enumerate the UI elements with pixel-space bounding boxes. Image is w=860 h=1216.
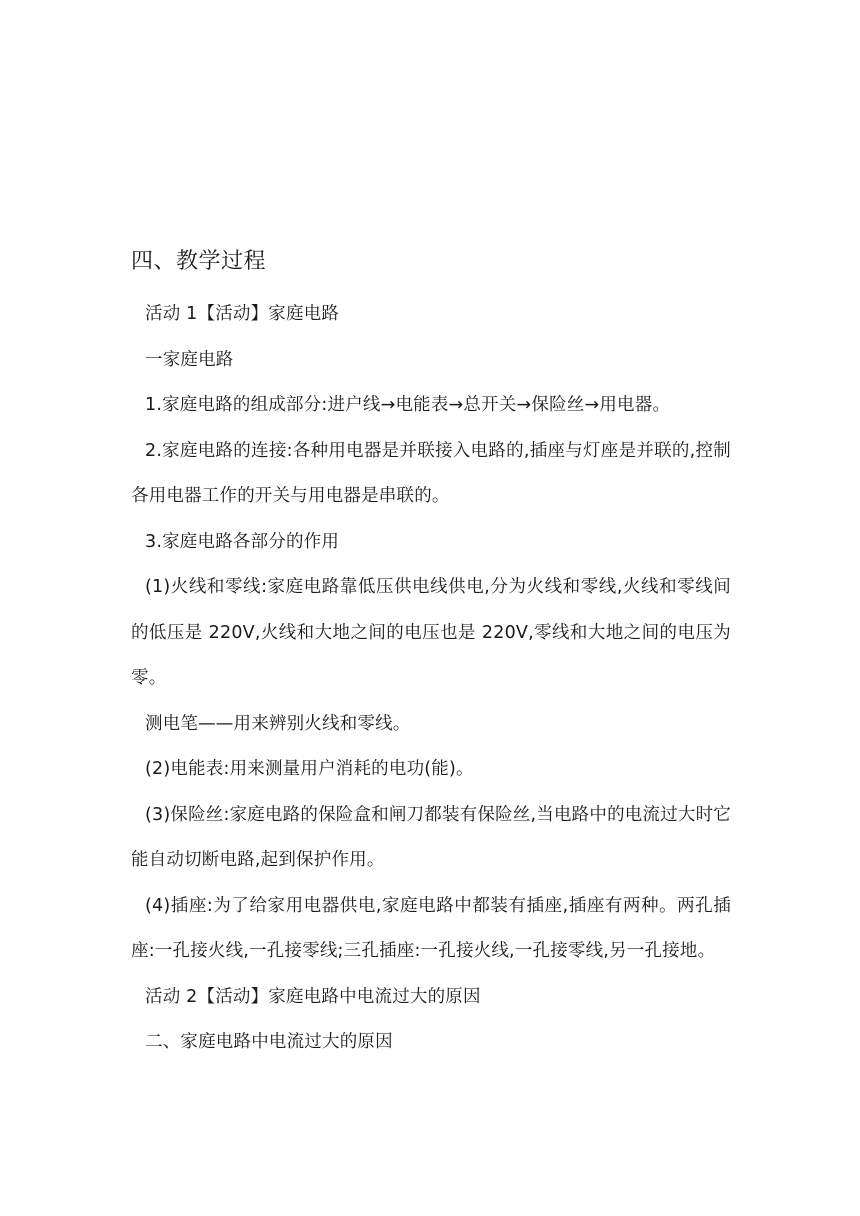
paragraph-fuse: (3)保险丝:家庭电路的保险盒和闸刀都装有保险丝,当电路中的电流过大时它能自动切断电路,起到保护作用。 [131, 804, 731, 870]
paragraph-test-pen: 测电笔——用来辨别火线和零线。 [145, 713, 411, 734]
paragraph-live-neutral: (1)火线和零线:家庭电路靠低压供电线供电,分为火线和零线,火线和零线间的低压是 220V,火线和大地之间的电压也是 220V,零线和大地之间的电压为零。 [131, 577, 731, 688]
paragraph-activity-1: 活动 1【活动】家庭电路 [145, 304, 340, 324]
section-heading: 四、教学过程 [131, 249, 267, 274]
paragraph-composition: 1.家庭电路的组成部分:进户线→电能表→总开关→保险丝→用电器。 [145, 395, 671, 415]
paragraph-subheading-2: 二、家庭电路中电流过大的原因 [145, 1032, 393, 1052]
paragraph-subheading-1: 一家庭电路 [145, 349, 234, 370]
paragraph-socket: (4)插座:为了给家用电器供电,家庭电路中都装有插座,插座有两种。两孔插座:一孔接火线,一孔接零线;三孔插座:一孔接火线,一孔接零线,另一孔接地。 [131, 895, 731, 961]
paragraph-connection: 2.家庭电路的连接:各种用电器是并联接入电路的,插座与灯座是并联的,控制各用电器工作的开关与用电器是串联的。 [131, 440, 731, 506]
paragraph-activity-2: 活动 2【活动】家庭电路中电流过大的原因 [145, 986, 481, 1007]
paragraph-functions-title: 3.家庭电路各部分的作用 [145, 531, 340, 552]
paragraph-meter: (2)电能表:用来测量用户消耗的电功(能)。 [145, 759, 474, 779]
body-text [131, 292, 731, 1066]
